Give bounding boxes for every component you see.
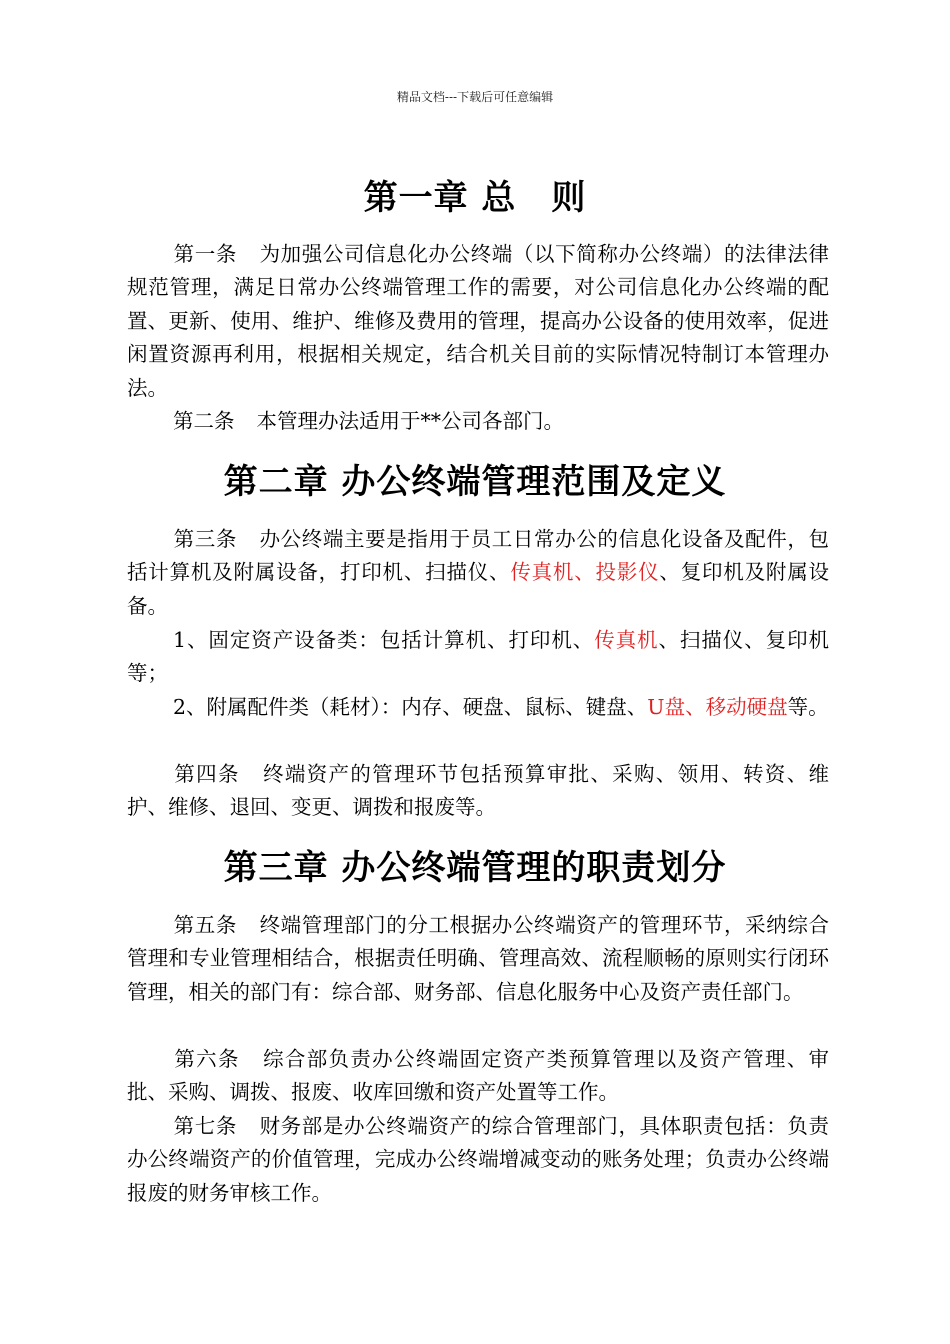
article-5-label: 第五条 [173, 913, 237, 937]
article-3-text-1: 办公终端主要是指用于员工日常办公的信息化设备及配件，包括计算机及附属设备，打印机、扫描仪、 [127, 527, 829, 585]
article-2-text: 本管理办法适用于**公司各部门。 [256, 409, 564, 433]
article-3-highlight: 传真机、投影仪 [510, 560, 660, 585]
item-2-text-2: 等。 [787, 695, 829, 719]
article-2 [127, 405, 829, 438]
chapter-3-title: 第三章 办公终端管理的职责划分 [223, 848, 727, 888]
article-2-label: 第二条 [173, 409, 235, 433]
article-3-label: 第三条 [173, 527, 237, 551]
article-6 [127, 1043, 829, 1110]
item-1-highlight: 传真机 [594, 628, 659, 652]
article-1-text: 为加强公司信息化办公终端（以下简称办公终端）的法律法律规范管理，满足日常办公终端管理工作的需要，对公司信息化办公终端的配置、更新、使用、维护、维修及费用的管理，提高办公设备的使用效率，促进闲置资源再利用，根据相关规定，结合机关目前的实际情况特制订本管理办法。 [127, 242, 829, 400]
article-4-text: 终端资产的管理环节包括预算审批、采购、领用、转资、维护、维修、退回、变更、调拨和报废等。 [127, 762, 830, 820]
item-2-highlight: U盘、移动硬盘 [647, 695, 788, 719]
article-7-text: 财务部是办公终端资产的综合管理部门，具体职责包括：负责办公终端资产的价值管理，完成办公终端增减变动的账务处理；负责办公终端报废的财务审核工作。 [127, 1114, 829, 1205]
item-1-text-2: 、扫描仪、复印机等； [127, 628, 830, 686]
article-7 [127, 1110, 829, 1210]
article-4-label: 第四条 [173, 762, 240, 786]
chapter-2-title: 第二章 办公终端管理范围及定义 [223, 462, 727, 502]
article-1 [127, 238, 829, 405]
article-5 [127, 909, 829, 1009]
item-2 [127, 691, 829, 724]
item-2-text-1: 2、附属配件类（耗材）：内存、硬盘、鼠标、键盘、 [173, 695, 648, 719]
article-5-text: 终端管理部门的分工根据办公终端资产的管理环节，采纳综合管理和专业管理相结合，根据责任明确、管理高效、流程顺畅的原则实行闭环管理，相关的部门有：综合部、财务部、信息化服务中心及资产责任部门。 [127, 913, 829, 1004]
item-1 [127, 624, 829, 691]
page-header: 精品文档---下载后可任意编辑 [396, 90, 554, 104]
item-1-text-1: 1、固定资产设备类：包括计算机、打印机、 [173, 628, 595, 652]
article-3 [127, 523, 829, 623]
chapter-1-title: 第一章 总 则 [363, 178, 587, 218]
article-6-text: 综合部负责办公终端固定资产类预算管理以及资产管理、审批、采购、调拨、报废、收库回缴和资产处置等工作。 [127, 1047, 830, 1105]
article-3-text-2: 、复印机及附属设备。 [127, 560, 829, 618]
article-6-label: 第六条 [173, 1047, 240, 1071]
article-4 [127, 758, 829, 825]
article-1-label: 第一条 [173, 242, 237, 266]
article-7-label: 第七条 [173, 1114, 237, 1138]
